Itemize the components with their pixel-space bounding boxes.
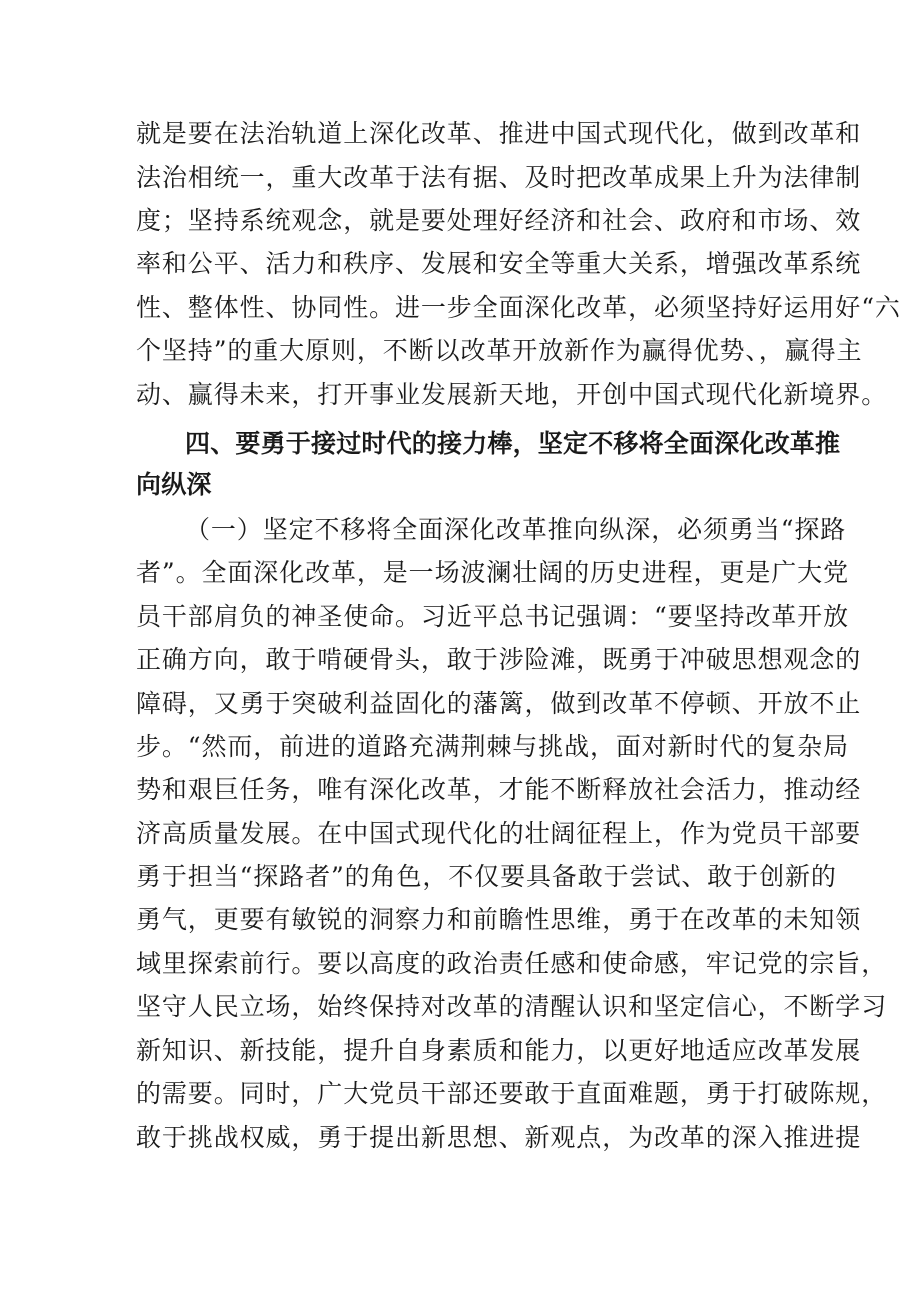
text-line: 动、赢得未来，打开事业发展新天地，开创中国式现代化新境界。 [136,380,888,409]
text-line: 员干部肩负的神圣使命。习近平总书记强调：“要坚持改革开放 [136,602,849,631]
text-line: 的需要。同时，广大党员干部还要敢于直面难题，勇于打破陈规， [136,1079,888,1108]
text-line: 度；坚持系统观念，就是要处理好经济和社会、政府和市场、效 [136,206,862,235]
text-line: 新知识、新技能，提升自身素质和能力，以更好地适应改革发展 [136,1036,862,1065]
text-line: 障碍，又勇于突破利益固化的藩篱，做到改革不停顿、开放不止 [136,689,862,718]
text-line: （一）坚定不移将全面深化改革推向纵深，必须勇当“探路 [185,515,847,544]
text-line: 济高质量发展。在中国式现代化的壮阔征程上，作为党员干部要 [136,819,862,848]
text-line: 勇气，更要有敏锐的洞察力和前瞻性思维，勇于在改革的未知领 [136,905,862,934]
text-line: 敢于挑战权威，勇于提出新思想、新观点，为改革的深入推进提 [136,1123,862,1152]
text-line: 法治相统一，重大改革于法有据、及时把改革成果上升为法律制 [136,163,862,192]
text-line: 勇于担当“探路者”的角色，不仅要具备敢于尝试、敢于创新的 [136,862,837,891]
text-line: 率和公平、活力和秩序、发展和安全等重大关系，增强改革系统 [136,249,862,278]
text-line: 步。“然而，前进的道路充满荆棘与挑战，面对新时代的复杂局 [136,732,849,761]
text-line: 个坚持”的重大原则，不断以改革开放新作为赢得优势、，赢得主 [136,336,863,365]
section-heading-line: 向纵深 [136,470,212,499]
text-line: 坚守人民立场，始终保持对改革的清醒认识和坚定信心，不断学习 [136,992,888,1021]
text-line: 就是要在法治轨道上深化改革、推进中国式现代化，做到改革和 [136,119,862,148]
text-line: 势和艰巨任务，唯有深化改革，才能不断释放社会活力，推动经 [136,775,862,804]
text-line: 者”。全面深化改革，是一场波澜壮阔的历史进程，更是广大党 [136,558,849,587]
text-line: 性、整体性、协同性。进一步全面深化改革，必须坚持好运用好“六 [136,293,901,322]
text-line: 域里探索前行。要以高度的政治责任感和使命感，牢记党的宗旨， [136,949,888,978]
section-heading-line: 四、要勇于接过时代的接力棒，坚定不移将全面深化改革推 [185,429,841,458]
text-line: 正确方向，敢于啃硬骨头，敢于涉险滩，既勇于冲破思想观念的 [136,645,862,674]
